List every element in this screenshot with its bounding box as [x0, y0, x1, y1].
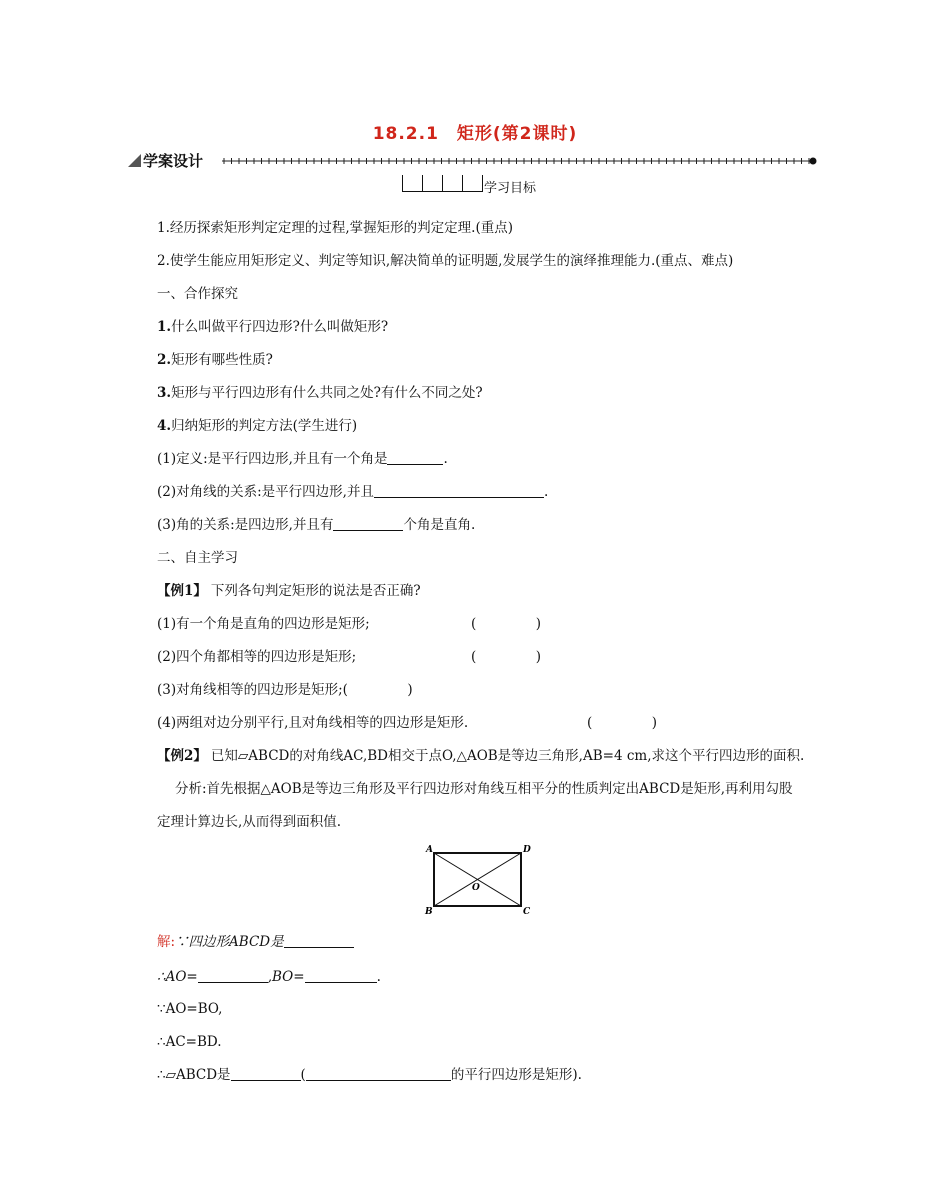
label-b: B [425, 907, 433, 917]
solution-line-4: ∴AC=BD. [157, 1034, 222, 1050]
answer-paren[interactable]: ( ) [587, 715, 657, 731]
analysis-line-1: 分析:首先根据△AOB是等边三角形及平行四边形对角线互相平分的性质判定出ABCD是矩形,再利用勾股 [175, 781, 793, 797]
answer-paren[interactable]: ( ) [471, 616, 541, 632]
triangle-icon [128, 154, 141, 167]
page-title: 18.2.1 矩形(第2课时) [372, 124, 578, 144]
rectangle-figure [423, 842, 533, 920]
method-3: (3)角的关系:是四边形,并且有 个角是直角. [157, 517, 476, 533]
example-1-item-3: (3)对角线相等的四边形是矩形;( ) [157, 682, 413, 698]
section-heading-2: 二、自主学习 [157, 550, 238, 566]
fill-blank[interactable] [231, 1067, 301, 1081]
label-d: D [523, 845, 531, 855]
solution-line-3: ∵AO=BO, [157, 1001, 223, 1017]
question-2: 2.矩形有哪些性质? [157, 352, 273, 368]
label-o: O [472, 883, 480, 893]
fill-blank[interactable] [284, 934, 354, 948]
method-1: (1)定义:是平行四边形,并且有一个角是 . [157, 451, 448, 467]
section-banner [128, 150, 828, 172]
label-a: A [426, 845, 433, 855]
goal-1: 1.经历探索矩形判定定理的过程,掌握矩形的判定定理.(重点) [157, 220, 513, 236]
goal-2: 2.使学生能应用矩形定义、判定等知识,解决简单的证明题,发展学生的演绎推理能力.(重点、难点) [157, 253, 734, 269]
example-2: 【例2】 已知▱ABCD的对角线AC,BD相交于点O,△AOB是等边三角形,AB=4 cm,求这个平行四边形的面积. [157, 748, 805, 764]
question-4: 4.归纳矩形的判定方法(学生进行) [157, 418, 358, 434]
fill-blank[interactable] [387, 451, 443, 465]
dotted-rule [220, 152, 820, 170]
analysis-line-2: 定理计算边长,从而得到面积值. [157, 814, 342, 830]
fill-blank[interactable] [198, 969, 268, 983]
banner-text: 学案设计 [143, 152, 204, 170]
solution-line-1: 解:∵四边形ABCD是 [157, 933, 354, 951]
solution-line-2: ∴AO= ,BO= . [157, 969, 381, 985]
label-c: C [523, 907, 531, 917]
box-decoration [402, 175, 483, 196]
fill-blank[interactable] [374, 484, 544, 498]
banner-label [128, 150, 203, 171]
solution-line-5: ∴▱ABCD是 ( 的平行四边形是矩形). [157, 1067, 582, 1083]
answer-paren[interactable]: ( ) [342, 682, 413, 698]
example-1-item-4: (4)两组对边分别平行,且对角线相等的四边形是矩形. ( ) [157, 715, 657, 731]
fill-blank[interactable] [333, 517, 403, 531]
method-2: (2)对角线的关系:是平行四边形,并且 . [157, 484, 549, 500]
example-1-item-2: (2)四个角都相等的四边形是矩形; ( ) [157, 649, 541, 665]
subhead [402, 175, 536, 197]
fill-blank[interactable] [305, 969, 377, 983]
fill-blank[interactable] [306, 1067, 451, 1081]
question-3: 3.矩形与平行四边形有什么共同之处?有什么不同之处? [157, 385, 483, 401]
subhead-text: 学习目标 [484, 181, 537, 196]
section-heading-1: 一、合作探究 [157, 286, 238, 302]
example-1: 【例1】 下列各句判定矩形的说法是否正确? [157, 583, 421, 599]
question-1: 1.什么叫做平行四边形?什么叫做矩形? [157, 319, 389, 335]
example-1-item-1: (1)有一个角是直角的四边形是矩形; ( ) [157, 616, 541, 632]
answer-paren[interactable]: ( ) [471, 649, 541, 665]
